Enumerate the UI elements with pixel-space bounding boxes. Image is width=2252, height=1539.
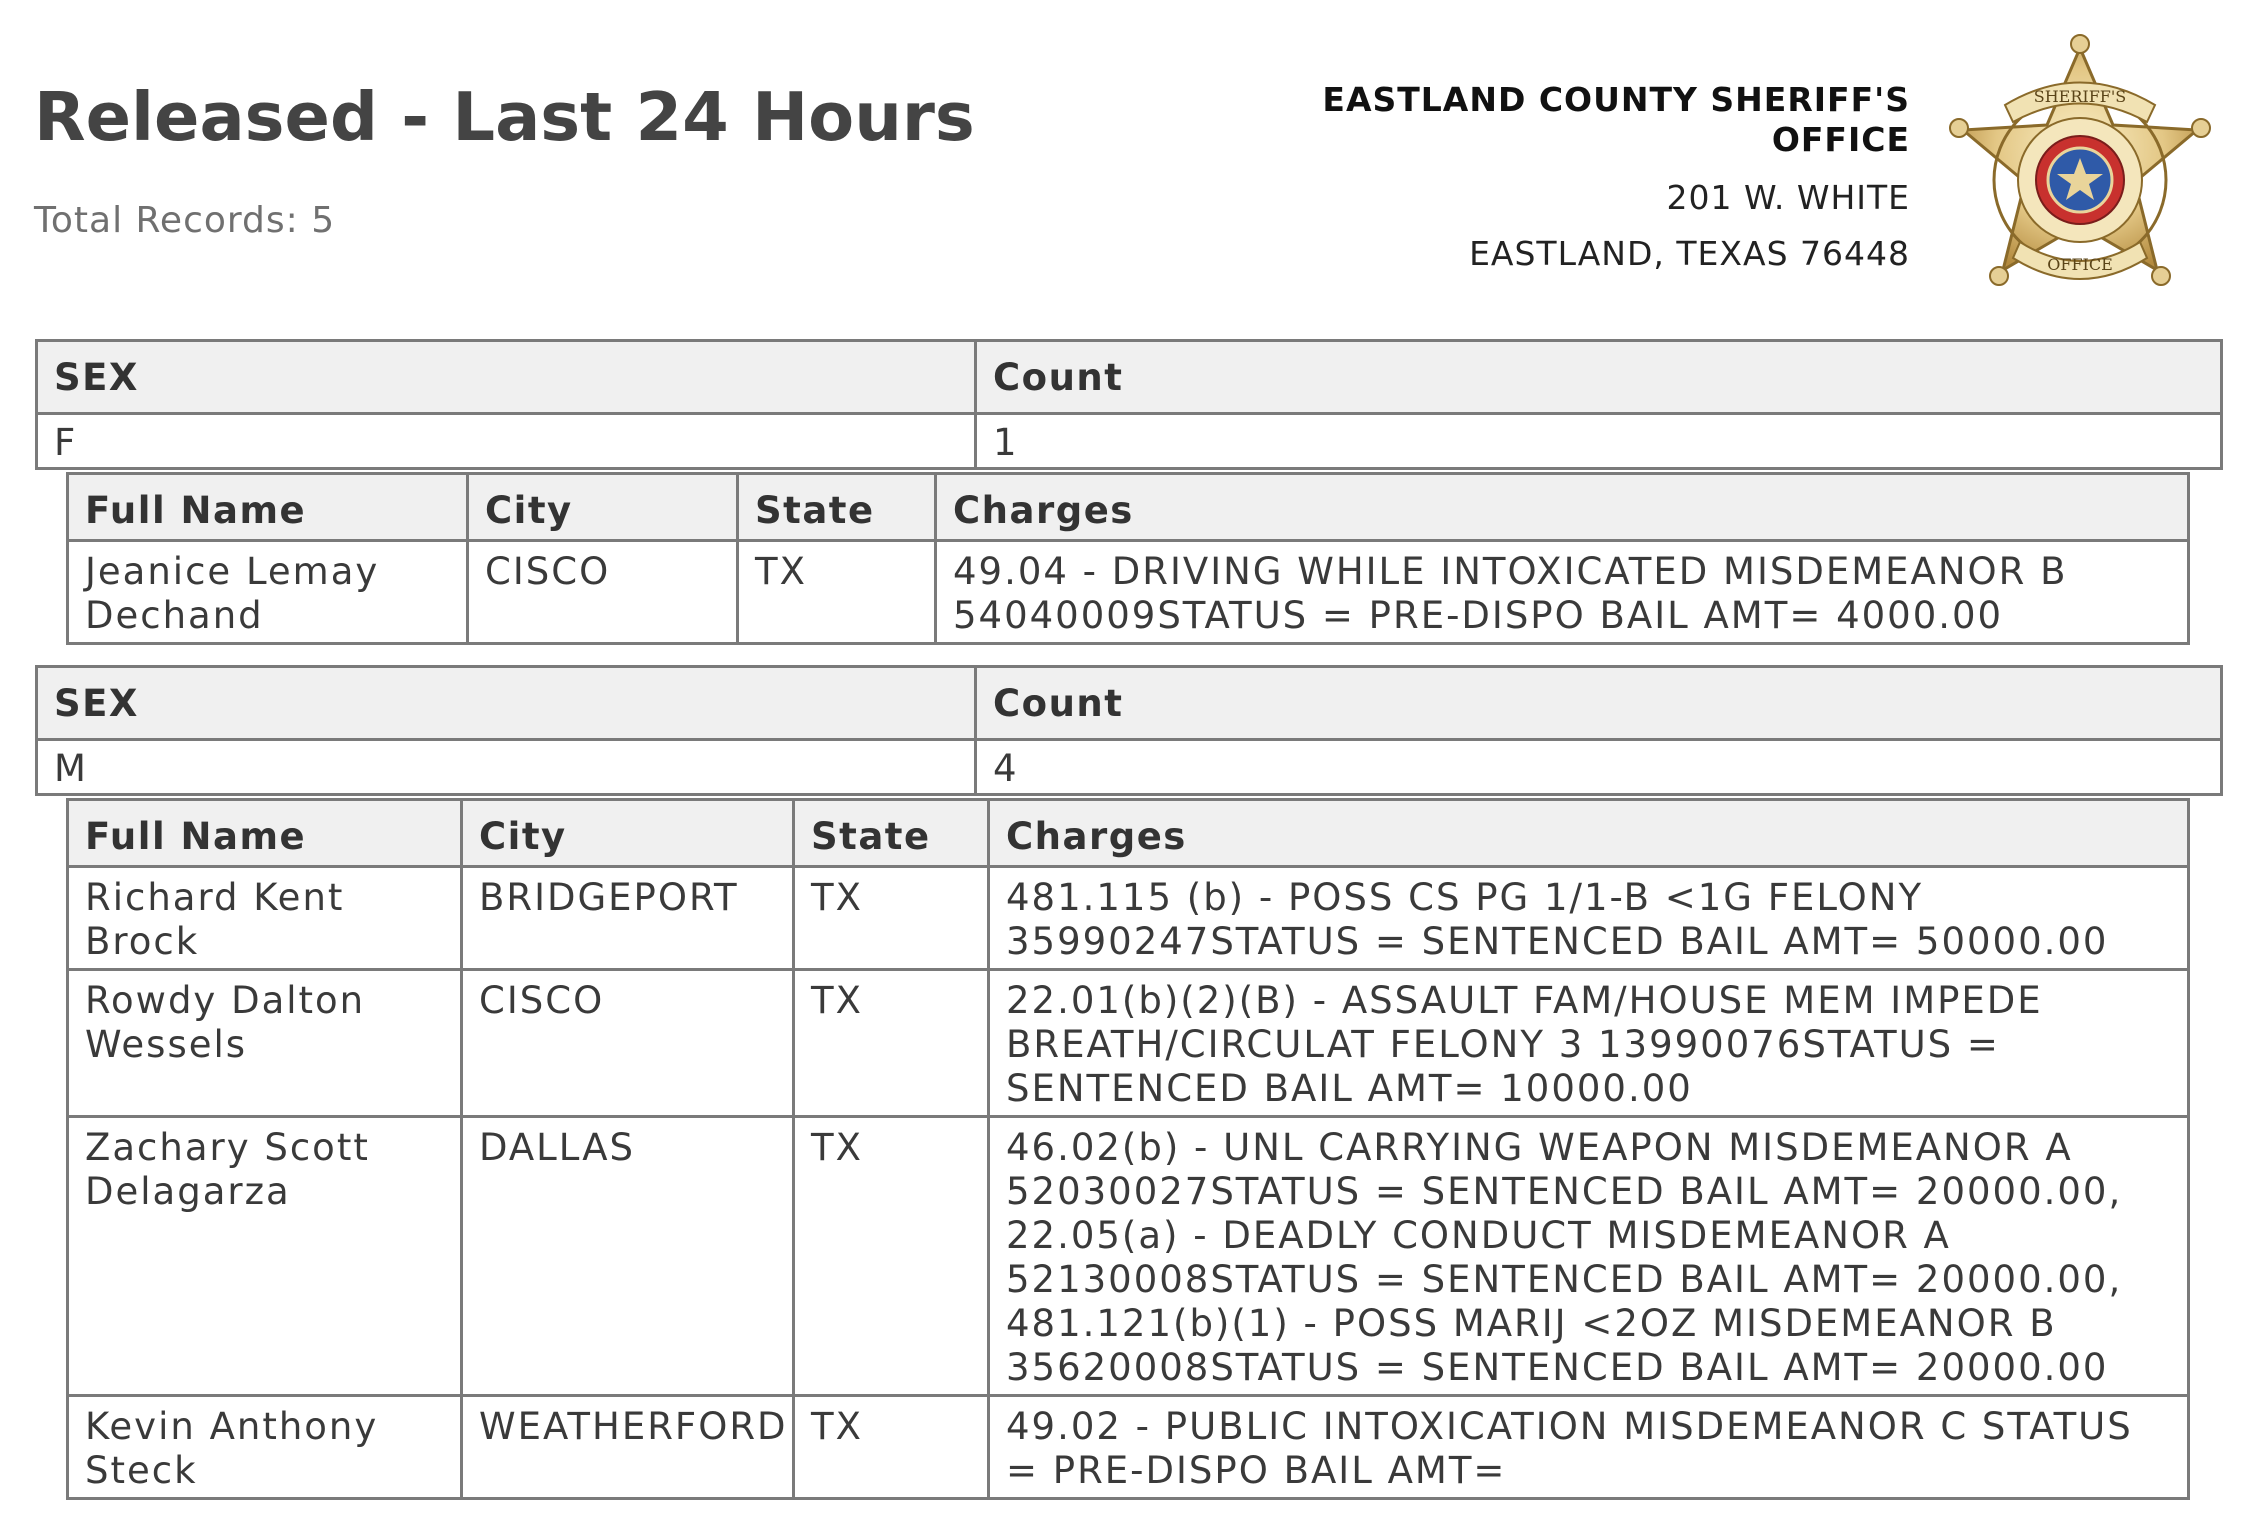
charges-cell: 22.01(b)(2)(B) - ASSAULT FAM/HOUSE MEM IMPEDE BREATH/CIRCULAT FELONY 3 13990076STATUS = SENTENCED BAIL AMT= 10000.00 <box>989 970 2189 1117</box>
count-header: Count <box>976 341 2222 414</box>
state-cell: TX <box>794 970 989 1117</box>
city-header: City <box>468 474 738 541</box>
city-cell: DALLAS <box>462 1117 794 1396</box>
city-cell: CISCO <box>462 970 794 1117</box>
sheriff-star-badge-icon <box>1935 30 2225 305</box>
agency-name: EASTLAND COUNTY SHERIFF'S OFFICE <box>1322 80 1910 159</box>
state-cell: TX <box>738 541 936 644</box>
group-sex-value: M <box>37 740 976 795</box>
table-row <box>68 970 2189 1117</box>
charges-cell: 49.04 - DRIVING WHILE INTOXICATED MISDEMEANOR B 54040009STATUS = PRE-DISPO BAIL AMT= 4000.00 <box>936 541 2189 644</box>
detail-table-female <box>66 472 2190 645</box>
table-row <box>68 541 2189 644</box>
full-name-cell: Jeanice Lemay Dechand <box>68 541 468 644</box>
group-sex-value: F <box>37 414 976 469</box>
report-title: Released - Last 24 Hours <box>34 78 975 156</box>
state-cell: TX <box>794 867 989 970</box>
table-row <box>68 867 2189 970</box>
full-name-cell: Richard Kent Brock <box>68 867 462 970</box>
agency-address-line-1: 201 W. WHITE <box>1666 178 1910 217</box>
group-table-male <box>35 665 2223 796</box>
city-header: City <box>462 800 794 867</box>
table-row <box>68 1117 2189 1396</box>
city-cell: BRIDGEPORT <box>462 867 794 970</box>
state-cell: TX <box>794 1117 989 1396</box>
badge-text-top: SHERIFF'S <box>2033 87 2127 106</box>
group-count-value: 4 <box>976 740 2222 795</box>
full-name-cell: Kevin Anthony Steck <box>68 1396 462 1499</box>
sex-header: SEX <box>37 667 976 740</box>
detail-table-male <box>66 798 2190 1500</box>
city-cell: WEATHERFORD <box>462 1396 794 1499</box>
charges-header: Charges <box>936 474 2189 541</box>
group-count-value: 1 <box>976 414 2222 469</box>
table-row <box>68 1396 2189 1499</box>
full-name-cell: Zachary Scott Delagarza <box>68 1117 462 1396</box>
group-table-female <box>35 339 2223 470</box>
state-header: State <box>794 800 989 867</box>
city-cell: CISCO <box>468 541 738 644</box>
charges-cell: 49.02 - PUBLIC INTOXICATION MISDEMEANOR C STATUS = PRE-DISPO BAIL AMT= <box>989 1396 2189 1499</box>
charges-cell: 481.115 (b) - POSS CS PG 1/1-B <1G FELONY 35990247STATUS = SENTENCED BAIL AMT= 50000.00 <box>989 867 2189 970</box>
total-records: Total Records: 5 <box>34 200 336 241</box>
badge-text-bottom: OFFICE <box>2047 255 2113 274</box>
full-name-cell: Rowdy Dalton Wessels <box>68 970 462 1117</box>
full-name-header: Full Name <box>68 474 468 541</box>
sex-header: SEX <box>37 341 976 414</box>
charges-header: Charges <box>989 800 2189 867</box>
state-header: State <box>738 474 936 541</box>
agency-address-line-2: EASTLAND, TEXAS 76448 <box>1469 234 1910 273</box>
full-name-header: Full Name <box>68 800 462 867</box>
count-header: Count <box>976 667 2222 740</box>
agency-block <box>1210 80 1910 274</box>
charges-cell: 46.02(b) - UNL CARRYING WEAPON MISDEMEANOR A 52030027STATUS = SENTENCED BAIL AMT= 20000.00, 22.05(a) - DEADLY CONDUCT MISDEMEANOR A 52130008STATUS = SENTENCED BAIL AMT= 20000.00, 481.121(b)(1) - POSS MARIJ <2OZ MISDEMEANOR B 35620008STATUS = SENTENCED BAIL AMT= 20000.00 <box>989 1117 2189 1396</box>
state-cell: TX <box>794 1396 989 1499</box>
